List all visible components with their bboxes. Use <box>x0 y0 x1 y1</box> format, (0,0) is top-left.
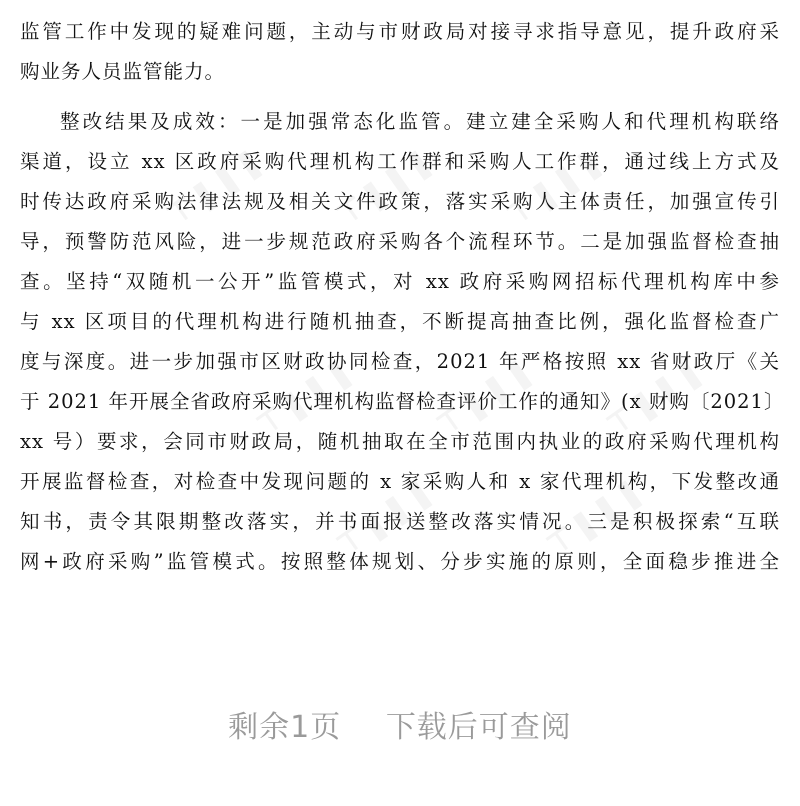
text-line: 导，预警防范风险，进一步规范政府采购各个流程环节。二是加强监督检查抽 <box>20 230 780 253</box>
text-line: xx 号）要求，会同市财政局，随机抽取在全市范围内执业的政府采购代理机构 <box>20 430 780 453</box>
text-line: 查。坚持“双随机一公开”监管模式，对 xx 政府采购网招标代理机构库中参 <box>20 270 780 293</box>
remaining-pages-banner[interactable] <box>0 702 800 746</box>
text-line: 购业务人员监管能力。 <box>20 60 226 83</box>
text-line: 渠道，设立 xx 区政府采购代理机构工作群和采购人工作群，通过线上方式及 <box>20 150 780 173</box>
text-line: 度与深度。进一步加强市区财政协同检查，2021 年严格按照 xx 省财政厅《关 <box>20 350 780 373</box>
text-line: 时传达政府采购法律法规及相关文件政策，落实采购人主体责任，加强宣传引 <box>20 190 780 213</box>
text-line: 网+政府采购”监管模式。按照整体规划、分步实施的原则，全面稳步推进全 <box>20 550 780 573</box>
download-hint-label: 下载后可查阅 <box>385 710 572 745</box>
watermark: ⊤❚❚❚ <box>599 351 711 444</box>
watermark: ⊤❚❚❚ <box>329 471 441 564</box>
text-line: 与 xx 区项目的代理机构进行随机抽查，不断提高抽查比例，强化监督检查广 <box>20 310 780 333</box>
watermark: ⊤❚❚❚ <box>249 351 361 444</box>
text-line: 监管工作中发现的疑难问题，主动与市财政局对接寻求指导意见，提升政府采 <box>20 20 780 43</box>
watermark: ⊤❚❚❚ <box>159 141 271 234</box>
remaining-pages-label: 剩余1页 <box>228 710 342 745</box>
paragraph-rectification-results <box>20 102 785 582</box>
watermark: ⊤❚❚❚ <box>539 471 651 564</box>
text-line: 开展监督检查，对检查中发现问题的 x 家采购人和 x 家代理机构，下发整改通 <box>20 470 780 493</box>
watermark: ⊤❚❚❚ <box>329 141 441 234</box>
paragraph-continued <box>20 12 780 92</box>
watermark: ⊤❚❚❚ <box>499 141 611 234</box>
text-line: 知书，责令其限期整改落实，并书面报送整改落实情况。三是积极探索“互联 <box>20 510 780 533</box>
text-line: 于 2021 年开展全省政府采购代理机构监督检查评价工作的通知》(x 财购〔2021〕 <box>20 390 785 413</box>
text-line: 整改结果及成效：一是加强常态化监管。建立建全采购人和代理机构联络 <box>60 110 780 133</box>
watermark: ⊤❚❚❚ <box>429 351 541 444</box>
